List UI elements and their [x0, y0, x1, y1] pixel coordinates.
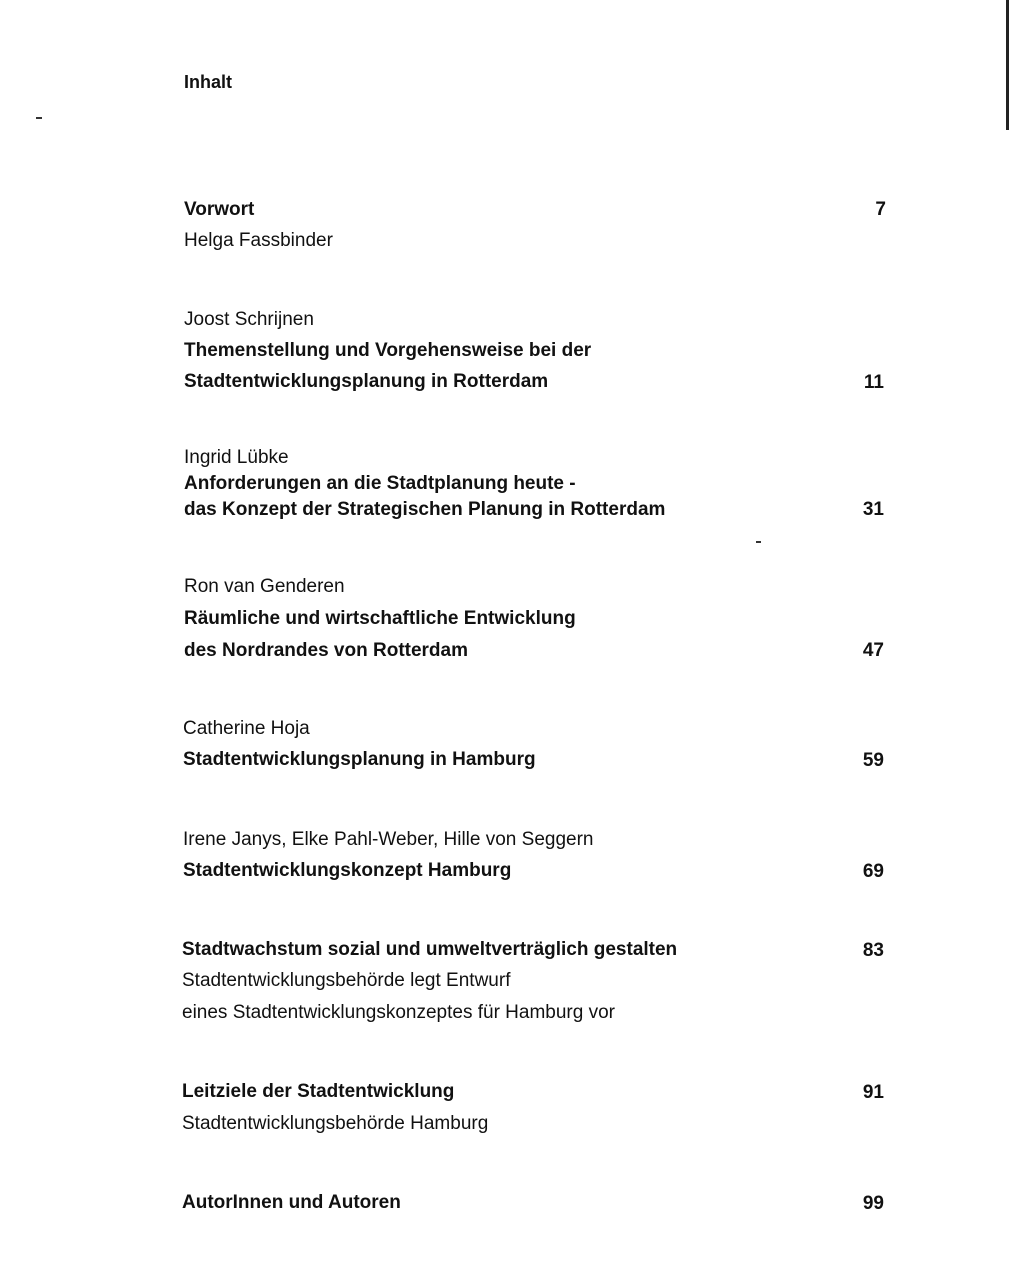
entry-line: Themenstellung und Vorgehensweise bei der: [184, 340, 592, 361]
entry-line: Stadtentwicklungsbehörde legt Entwurf: [182, 970, 511, 991]
page-number: 69: [862, 861, 884, 882]
scan-speck: [756, 541, 761, 543]
entry-line: eines Stadtentwicklungskonzeptes für Hamburg vor: [182, 1002, 616, 1023]
entry-line: des Nordrandes von Rotterdam: [184, 640, 468, 661]
page-number: 83: [862, 940, 884, 961]
entry-line: Anforderungen an die Stadtplanung heute -: [184, 473, 576, 494]
entry-line: Ron van Genderen: [184, 576, 345, 597]
entry-line: Stadtentwicklungsbehörde Hamburg: [182, 1113, 489, 1134]
entry-line: Helga Fassbinder: [184, 230, 333, 251]
entry-line: Irene Janys, Elke Pahl-Weber, Hille von Seggern: [183, 829, 594, 850]
page-number: 59: [862, 750, 884, 771]
entry-line: Ingrid Lübke: [184, 447, 289, 468]
entry-line: Vorwort: [184, 199, 255, 220]
entry-line: Räumliche und wirtschaftliche Entwicklung: [184, 608, 576, 629]
entry-line: Joost Schrijnen: [184, 309, 314, 330]
entry-line: Catherine Hoja: [183, 718, 310, 739]
entry-line: das Konzept der Strategischen Planung in Rotterdam: [184, 499, 666, 520]
page-number: 11: [863, 372, 884, 393]
entry-line: Stadtentwicklungsplanung in Rotterdam: [184, 371, 549, 392]
entry-line: Stadtwachstum sozial und umweltverträglich gestalten: [182, 939, 678, 960]
entry-line: Stadtentwicklungsplanung in Hamburg: [183, 749, 536, 770]
toc-heading: Inhalt: [184, 72, 232, 92]
page-number: 99: [862, 1193, 884, 1214]
scan-speck: [36, 117, 42, 119]
entry-line: Stadtentwicklungskonzept Hamburg: [183, 860, 512, 881]
page-number: 7: [875, 199, 886, 220]
entry-line: Leitziele der Stadtentwicklung: [182, 1081, 455, 1102]
page-number: 47: [862, 640, 884, 661]
entry-line: AutorInnen und Autoren: [182, 1192, 401, 1213]
page-number: 31: [862, 499, 884, 520]
page-number: 91: [862, 1082, 884, 1103]
